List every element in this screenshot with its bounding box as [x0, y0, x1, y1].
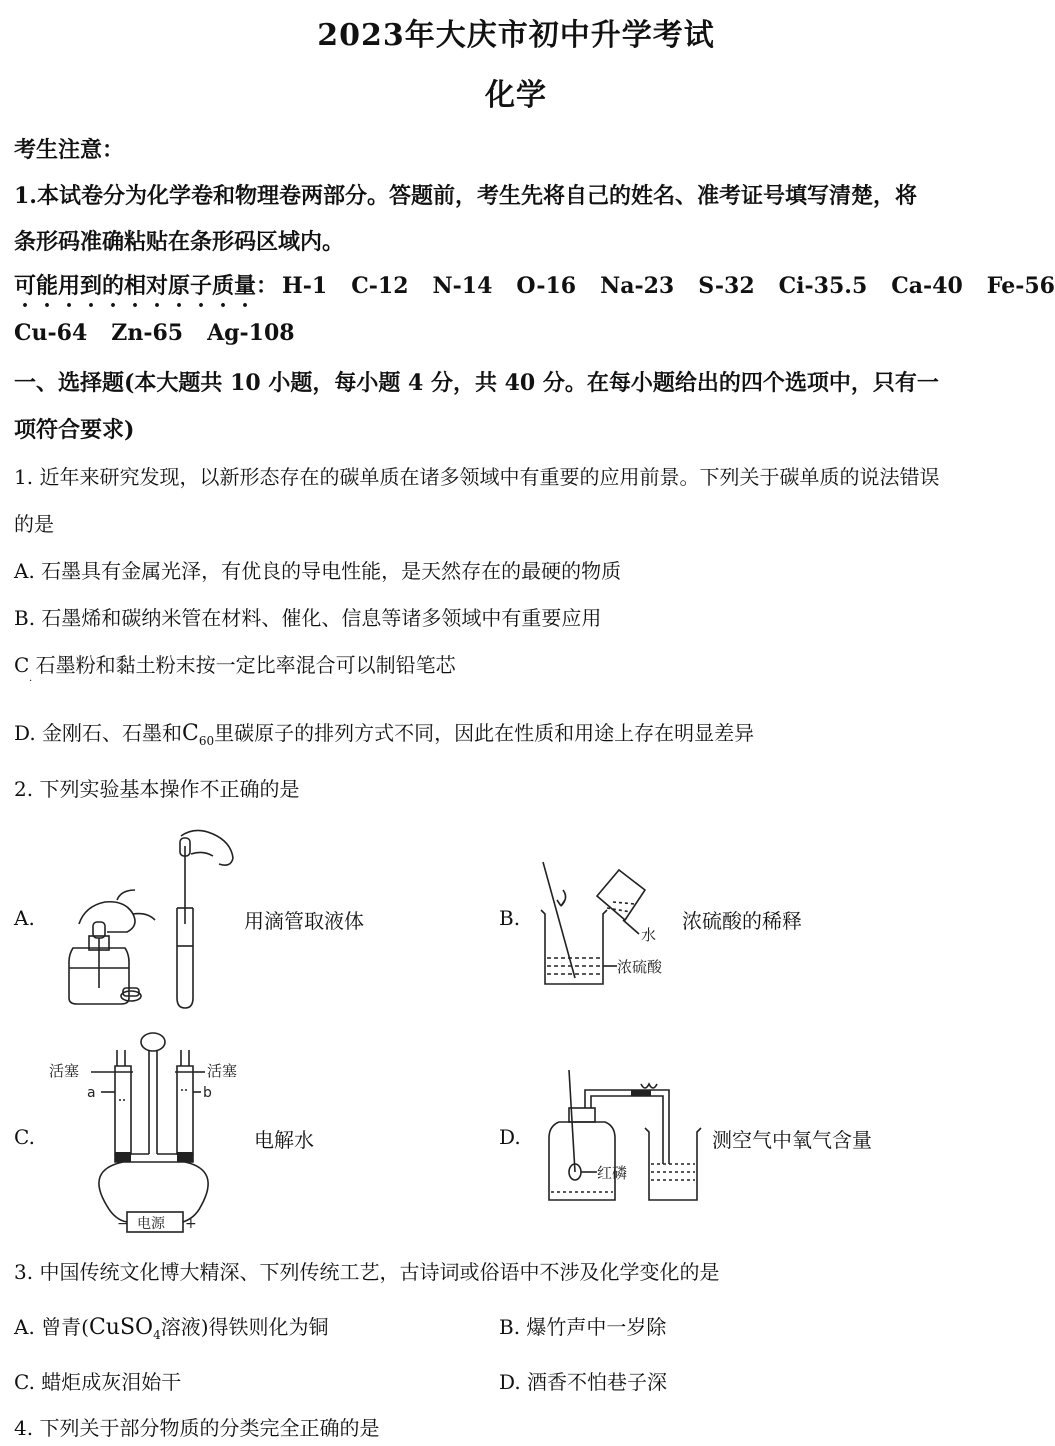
stray-dot: ·	[29, 676, 33, 687]
c-valve-right-label: 活塞	[207, 1062, 238, 1080]
mass-zn: Zn-65	[111, 320, 184, 346]
notice-item1-line2: 条形码准确粘贴在条形码区域内。	[14, 229, 345, 255]
mass-n: N-14	[432, 273, 493, 299]
mass-cu: Cu-64	[14, 320, 88, 346]
q2-d-letter: D.	[499, 1125, 521, 1149]
d-phosphorus-label: 红磷	[597, 1164, 628, 1182]
acid-dilution-figure	[535, 858, 675, 993]
mass-c: C-12	[351, 273, 409, 299]
q1-d-pre: D. 金刚石、石墨和	[14, 721, 183, 745]
q2-b-letter: B.	[499, 906, 521, 930]
q1-option-b: B. 石墨烯和碳纳米管在材料、催化、信息等诸多领域中有重要应用	[14, 606, 602, 630]
q3-option-a	[14, 1311, 329, 1342]
electrolysis-figure	[45, 1030, 245, 1235]
mass-cl: Ci-35.5	[778, 273, 868, 299]
q1-stem-line2: 的是	[14, 512, 54, 536]
q1-d-c: C	[182, 721, 199, 746]
q3-a-sub: 4	[153, 1328, 161, 1342]
mass-o: O-16	[516, 273, 577, 299]
q2-d-label: 测空气中氧气含量	[712, 1128, 872, 1152]
b-water-label: 水	[641, 926, 657, 944]
c-valve-left-label: 活塞	[49, 1062, 80, 1080]
q3-option-b: B. 爆竹声中一岁除	[499, 1315, 667, 1339]
q3-a-pre: A. 曾青(	[14, 1315, 89, 1339]
q3-stem: 3. 中国传统文化博大精深、下列传统工艺，古诗词或俗语中不涉及化学变化的是	[14, 1260, 720, 1284]
q4-stem: 4. 下列关于部分物质的分类完全正确的是	[14, 1416, 380, 1440]
mass-h: H-1	[282, 273, 328, 299]
mass-fe: Fe-56	[986, 273, 1055, 299]
q1-option-c: C 石墨粉和黏土粉末按一定比率混合可以制铅笔芯	[14, 653, 456, 677]
q1-d-sub: 60	[198, 734, 215, 748]
c-plus-label: +	[185, 1216, 197, 1232]
dropper-figure	[55, 828, 240, 1013]
q2-c-letter: C.	[14, 1125, 35, 1149]
q2-a-letter: A.	[14, 906, 35, 930]
subject-title: 化学	[485, 78, 547, 113]
q3-option-d: D. 酒香不怕巷子深	[499, 1370, 668, 1394]
q2-stem: 2. 下列实验基本操作不正确的是	[14, 777, 300, 801]
c-minus-label: −	[117, 1216, 129, 1232]
b-acid-label: 浓硫酸	[617, 958, 663, 976]
q3-option-c: C. 蜡炬成灰泪始干	[14, 1370, 182, 1394]
atomic-mass-line2	[14, 320, 319, 346]
mass-ag: Ag-108	[207, 320, 295, 346]
q3-a-formula: CuSO	[88, 1315, 154, 1340]
q3-a-post: 溶液)得铁则化为铜	[160, 1315, 329, 1339]
c-a-label: a	[87, 1085, 96, 1101]
atomic-mass-line1	[14, 269, 1055, 312]
oxygen-measure-figure	[545, 1068, 705, 1208]
c-power-label: 电源	[137, 1216, 165, 1232]
q1-option-d	[14, 717, 754, 748]
mass-s: S-32	[698, 273, 755, 299]
q1-d-post: 里碳原子的排列方式不同，因此在性质和用途上存在明显差异	[214, 721, 755, 745]
mass-na: Na-23	[600, 273, 675, 299]
q2-c-label: 电解水	[254, 1128, 314, 1152]
mass-ca: Ca-40	[891, 273, 963, 299]
q2-a-label: 用滴管取液体	[244, 909, 364, 933]
q2-b-label: 浓硫酸的稀释	[682, 909, 802, 933]
notice-item1-line1: 1.本试卷分为化学卷和物理卷两部分。答题前，考生先将自己的姓名、准考证号填写清楚，将	[14, 183, 917, 209]
section1-heading-line1: 一、选择题(本大题共 10 小题，每小题 4 分，共 40 分。在每小题给出的四个选项中，只有一	[14, 370, 939, 396]
exam-title: 2023年大庆市初中升学考试	[317, 18, 715, 53]
q1-option-a: A. 石墨具有金属光泽，有优良的导电性能，是天然存在的最硬的物质	[14, 559, 622, 583]
notice-heading: 考生注意：	[14, 137, 125, 163]
atomic-mass-label: 可能用到的相对原子质量：	[14, 273, 279, 299]
section1-heading-line2: 项符合要求)	[14, 417, 135, 443]
c-b-label: b	[203, 1085, 212, 1101]
q1-stem-line1: 1. 近年来研究发现，以新形态存在的碳单质在诸多领域中有重要的应用前景。下列关于碳单质的说法错误	[14, 465, 940, 489]
